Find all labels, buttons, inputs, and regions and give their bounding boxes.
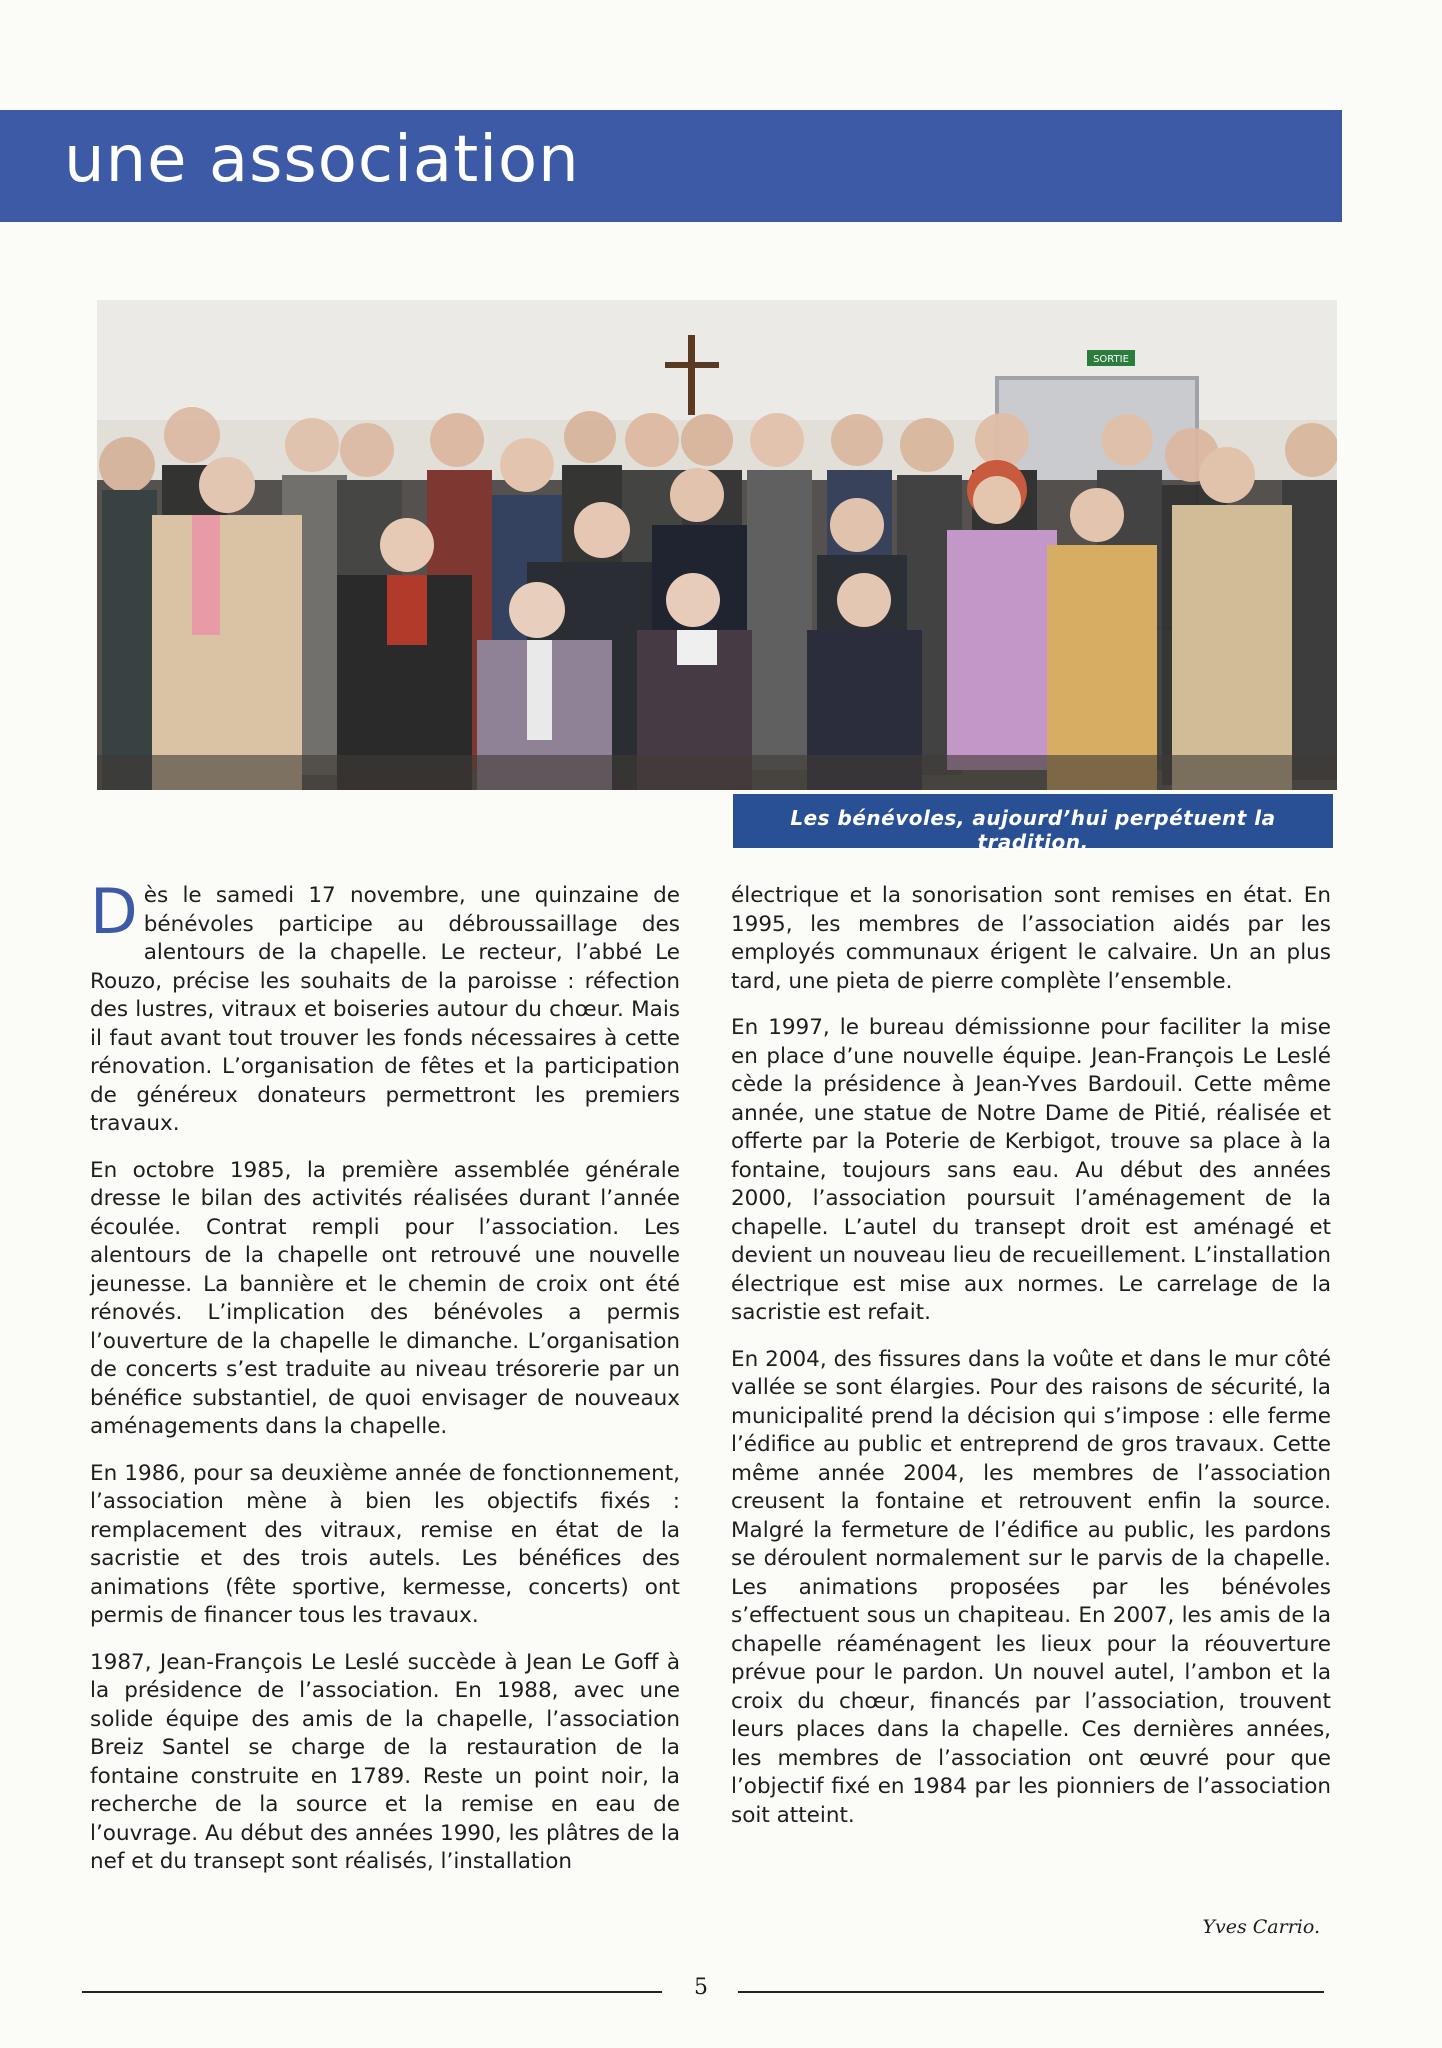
- footer-rule-right: [738, 1991, 1324, 1993]
- paragraph: 1987, Jean-François Le Leslé succède à Jean Le Goff à la présidence de l’association. En 1988, avec une solide équipe des amis de la chapelle, l’association Breiz Santel se charge de la restauration de la fontaine construite en 1789. Reste un point noir, la recherche de la source et la remise en eau de l’ouvrage. Au début des années 1990, les plâtres de la nef et du transept sont réalisés, l’installation: [90, 1649, 680, 1874]
- footer-rule-left: [82, 1991, 662, 1993]
- paragraph: électrique et la sonorisation sont remises en état. En 1995, les membres de l’association aidés par les employés communaux érigent le calvaire. Un an plus tard, une pieta de pierre complète l’ensemble.: [731, 883, 1331, 994]
- article-column-right: [731, 882, 1331, 1848]
- paragraph: En 2004, des fissures dans la voûte et dans le mur côté vallée se sont élargies. Pour des raisons de sécurité, la municipalité prend la décision qui s’impose : elle ferme l’édifice au public et entreprend de gros travaux. Cette même année 2004, les membres de l’association creusent la fontaine et retrouvent enfin la source. Malgré la fermeture de l’édifice au public, les pardons se déroulent normalement sur le parvis de la chapelle. Les animations proposées par les bénévoles s’effectuent sous un chapiteau. En 2007, les amis de la chapelle réaménagent les lieux pour la réouverture prévue pour le pardon. Un nouvel autel, l’ambon et la croix du chœur, financés par l’association, trouvent leurs places dans la chapelle. Ces dernières années, les membres de l’association ont œuvré pour que l’objectif fixé en 1984 par les pionniers de l’association soit atteint.: [731, 1346, 1331, 1828]
- paragraph: En 1986, pour sa deuxième année de fonctionnement, l’association mène à bien les objectifs fixés : remplacement des vitraux, remise en état de la sacristie et des trois autels. Les bénéfices des animations (fête sportive, kermesse, concerts) ont permis de financer tous les travaux.: [90, 1460, 680, 1628]
- paragraph: En octobre 1985, la première assemblée générale dresse le bilan des activités réalisées durant l’année écoulée. Contrat rempli pour l’association. Les alentours de la chapelle ont retrouvé une nouvelle jeunesse. La bannière et le chemin de croix ont été rénovés. L’implication des bénévoles a permis l’ouverture de la chapelle le dimanche. L’organisation de concerts s’est traduite au niveau trésorerie par un bénéfice substantiel, de quoi envisager de nouveaux aménagements dans la chapelle.: [90, 1157, 680, 1439]
- paragraph: En 1997, le bureau démissionne pour faciliter la mise en place d’une nouvelle équipe. Jean-François Le Leslé cède la présidence à Jean-Yves Bardouil. Cette même année, une statue de Notre Dame de Pitié, réalisée et offerte par la Poterie de Kerbigot, trouve sa place à la fontaine, toujours sans eau. Au début des années 2000, l’association poursuit l’aménagement de la chapelle. L’autel du transept droit est aménagé et devient un nouveau lieu de recueillement. L’installation électrique est mise aux normes. Le carrelage de la sacristie est refait.: [731, 1015, 1331, 1325]
- svg-text:SORTIE: SORTIE: [1093, 354, 1129, 365]
- page-number: 5: [694, 1975, 708, 2000]
- photo-caption: Les bénévoles, aujourd’hui perpétuent la tradition.: [790, 806, 1276, 854]
- section-title: une association: [64, 123, 580, 197]
- author-signature: Yves Carrio.: [1202, 1916, 1320, 1938]
- article-column-left: [90, 875, 680, 1895]
- drop-cap: D: [90, 875, 138, 948]
- photo-caption-box: [733, 794, 1333, 854]
- paragraph: Dès le samedi 17 novembre, une quinzaine de bénévoles participe au débroussaillage des alentours de la chapelle. Le recteur, l’abbé Le Rouzo, précise les souhaits de la paroisse : réfection des lustres, vitraux et boiseries autour du chœur. Mais il faut avant tout trouver les fonds nécessaires à cette rénovation. L’organisation de fêtes et la participation de généreux donateurs permettront les premiers travaux.: [90, 875, 680, 1136]
- group-photo: [97, 300, 1337, 790]
